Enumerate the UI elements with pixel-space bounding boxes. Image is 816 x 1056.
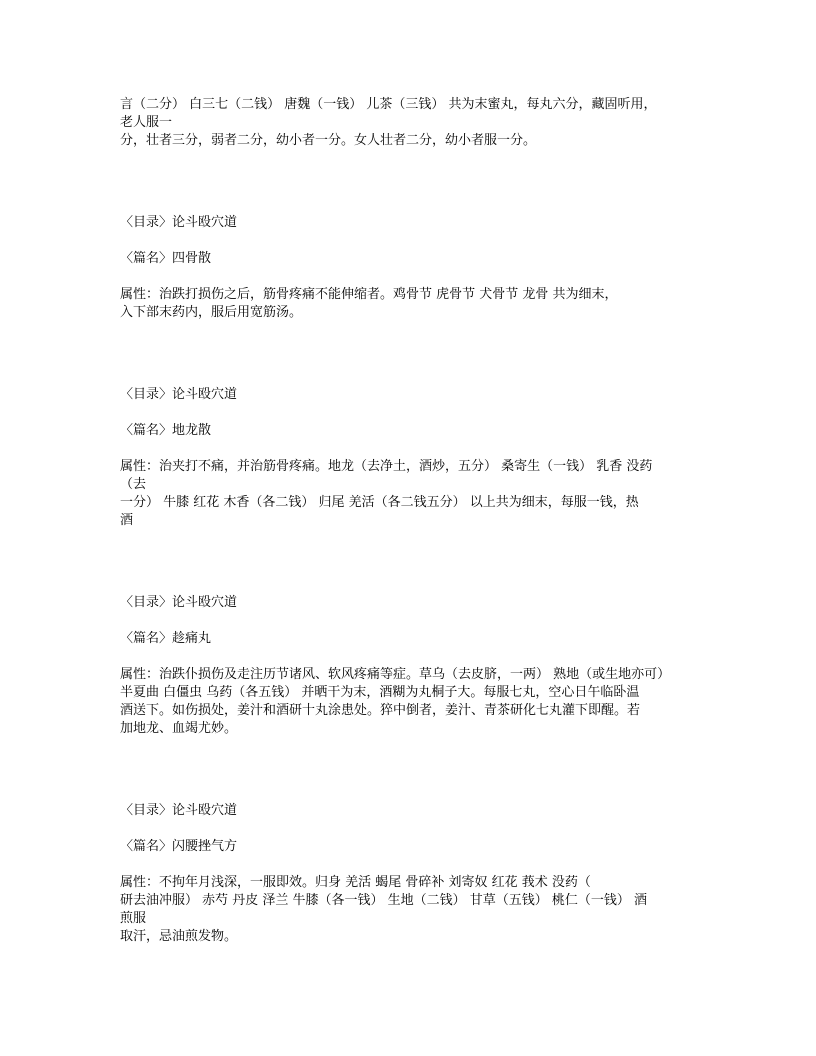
entry-title: 〈篇名〉四骨散 (120, 251, 212, 266)
entry-title: 〈篇名〉趁痛丸 (120, 631, 212, 646)
entry-chen-tong-wan (120, 594, 700, 738)
intro-line: 分，壮者三分，弱者二分，幼小者一分。女人壮者二分，幼小者服一分。 (120, 133, 537, 148)
entry-text-line: 煎服 (120, 911, 147, 926)
entry-title: 〈篇名〉地龙散 (120, 423, 212, 438)
intro-paragraph (120, 96, 700, 150)
entry-text-line: 取汗，忌油煎发物。 (120, 929, 238, 944)
intro-line: 老人服一 (120, 115, 173, 130)
entry-text-line: 一分） 牛膝 红花 木香（各二钱） 归尾 羌活（各二钱五分） 以上共为细末，每服一钱，热 (120, 495, 639, 510)
entry-text-line: 半夏曲 白僵虫 乌药（各五钱） 并晒干为末，酒糊为丸桐子大。每服七丸，空心日午临卧温 (120, 685, 640, 700)
entry-text-line: 入下部末药内，服后用宽筋汤。 (120, 305, 303, 320)
entry-shan-yao-cuo-qi-fang (120, 802, 700, 946)
entry-text-line: （去 (120, 477, 147, 492)
entry-di-long-san (120, 386, 700, 530)
catalog-heading: 〈目录〉论斗殴穴道 (120, 803, 238, 818)
entry-text-line: 研去油冲服） 赤芍 丹皮 泽兰 牛膝（各一钱） 生地（二钱） 甘草（五钱） 桃仁（一钱） 酒 (120, 893, 648, 908)
entry-title: 〈篇名〉闪腰挫气方 (120, 839, 238, 854)
entry-text-line: 酒送下。如伤损处，姜汁和酒研十丸涂患处。猝中倒者，姜汁、青茶研化七丸灌下即醒。若 (120, 703, 641, 718)
entry-text-line: 加地龙、血竭尤妙。 (120, 721, 238, 736)
entry-text-line: 属性：治跌仆损伤及走注历节诸风、软风疼痛等症。草乌（去皮脐，一两） 熟地（或生地亦可） (120, 667, 671, 682)
entry-text-line: 属性：不拘年月浅深，一服即效。归身 羌活 蝎尾 骨碎补 刘寄奴 红花 莪术 没药（ (120, 875, 591, 890)
entry-text-line: 属性：治夹打不痛，并治筋骨疼痛。地龙（去净土，酒炒，五分） 桑寄生（一钱） 乳香 没药 (120, 459, 653, 474)
catalog-heading: 〈目录〉论斗殴穴道 (120, 215, 238, 230)
entry-text-line: 属性：治跌打损伤之后，筋骨疼痛不能伸缩者。鸡骨节 虎骨节 犬骨节 龙骨 共为细末， (120, 287, 618, 302)
entry-si-gu-san (120, 214, 700, 322)
intro-line: 言（二分） 白三七（二钱） 唐魏（一钱） 儿茶（三钱） 共为末蜜丸，每丸六分，藏固听用， (120, 97, 657, 112)
catalog-heading: 〈目录〉论斗殴穴道 (120, 387, 238, 402)
catalog-heading: 〈目录〉论斗殴穴道 (120, 595, 238, 610)
entry-text-line: 酒 (120, 513, 134, 528)
document-page (120, 96, 700, 946)
